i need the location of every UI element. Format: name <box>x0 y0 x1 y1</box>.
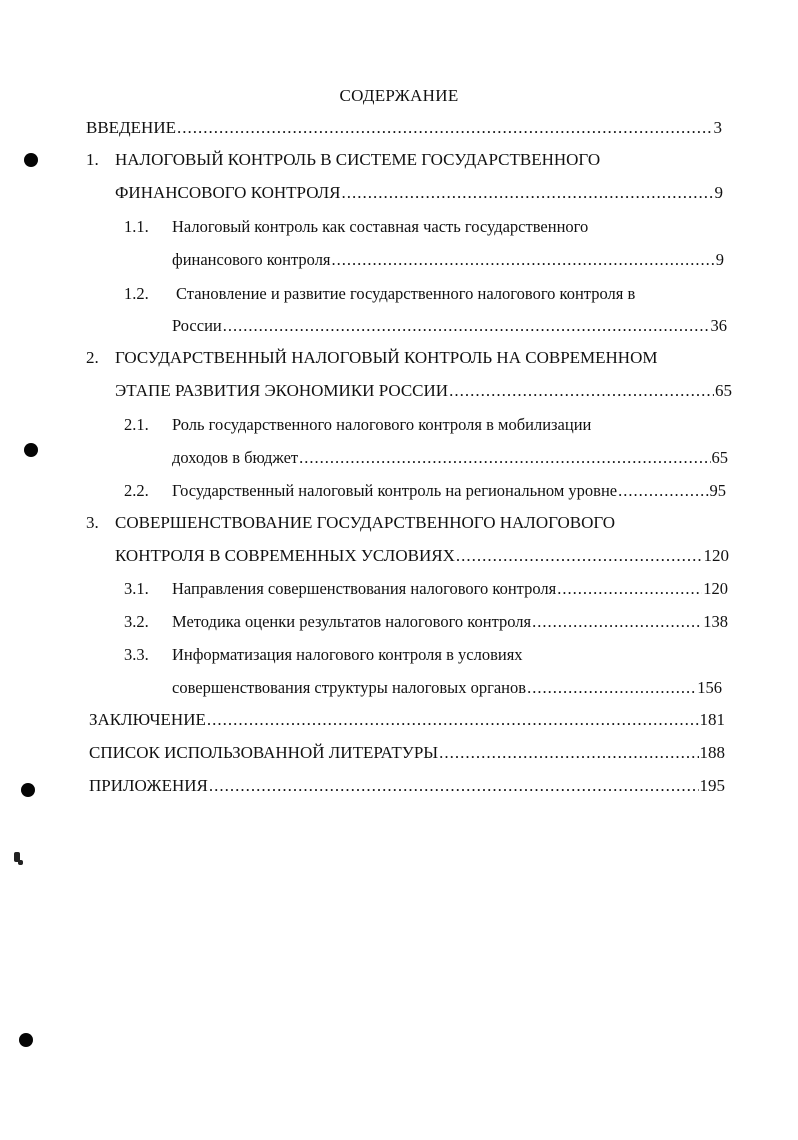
toc-entry-text: ВВЕДЕНИЕ <box>86 118 176 137</box>
toc-page-number: 3 <box>713 118 722 137</box>
toc-leader-dots <box>177 118 713 138</box>
toc-entry-text: ФИНАНСОВОГО КОНТРОЛЯ <box>115 183 341 202</box>
toc-entry-text: СОВЕРШЕНСТВОВАНИЕ ГОСУДАРСТВЕННОГО НАЛОГОВОГО <box>115 513 616 532</box>
toc-page-number: 9 <box>715 250 724 269</box>
toc-leader-dots <box>342 183 714 203</box>
toc-section-3-1 <box>124 579 728 603</box>
toc-chapter-number: 2. <box>86 348 99 367</box>
toc-leader-dots <box>527 678 696 698</box>
toc-entry-intro <box>86 118 722 142</box>
toc-page-number: 9 <box>714 183 723 202</box>
toc-section-1-2-line2 <box>172 316 727 340</box>
toc-entry-conclusion <box>89 710 725 734</box>
toc-entry-text: СПИСОК ИСПОЛЬЗОВАННОЙ ЛИТЕРАТУРЫ <box>89 743 439 762</box>
toc-leader-dots <box>532 612 702 632</box>
toc-leader-dots <box>449 381 714 401</box>
punch-hole <box>21 783 35 797</box>
toc-chapter-2-line1 <box>86 348 746 372</box>
toc-page-number: 188 <box>699 743 725 762</box>
toc-entry-text: НАЛОГОВЫЙ КОНТРОЛЬ В СИСТЕМЕ ГОСУДАРСТВЕННОГО <box>115 150 601 169</box>
toc-section-number: 2.2. <box>124 481 149 500</box>
toc-leader-dots <box>332 250 715 270</box>
toc-section-number: 3.3. <box>124 645 149 664</box>
toc-entry-references <box>89 743 725 767</box>
toc-chapter-1-line2 <box>115 183 723 207</box>
toc-page-number: 65 <box>711 448 728 467</box>
toc-page-number: 156 <box>697 678 722 697</box>
toc-section-2-2 <box>124 481 726 505</box>
toc-page-number: 138 <box>703 612 728 631</box>
toc-chapter-number: 3. <box>86 513 99 532</box>
toc-entry-text: доходов в бюджет <box>172 448 299 467</box>
toc-entry-text: Информатизация налогового контроля в условиях <box>172 645 523 664</box>
toc-leader-dots <box>223 316 710 336</box>
toc-section-number: 1.2. <box>124 284 149 303</box>
toc-entry-text: Методика оценки результатов налогового контроля <box>172 612 532 631</box>
toc-leader-dots <box>299 448 710 468</box>
punch-hole <box>24 443 38 457</box>
toc-section-3-3-line1 <box>124 645 724 669</box>
toc-section-number: 3.2. <box>124 612 149 631</box>
toc-entry-text: России <box>172 316 222 335</box>
punch-hole <box>19 1033 33 1047</box>
toc-entry-text: совершенствования структуры налоговых органов <box>172 678 527 697</box>
toc-section-2-1-line1 <box>124 415 724 439</box>
toc-entry-text: ГОСУДАРСТВЕННЫЙ НАЛОГОВЫЙ КОНТРОЛЬ НА СОВРЕМЕННОМ <box>115 348 658 367</box>
toc-section-number: 2.1. <box>124 415 149 434</box>
toc-section-1-1-line2 <box>172 250 724 274</box>
toc-entry-text: ЭТАПЕ РАЗВИТИЯ ЭКОНОМИКИ РОССИИ <box>115 381 449 400</box>
toc-page-number: 120 <box>703 546 729 565</box>
toc-chapter-3-line2 <box>115 546 729 570</box>
toc-page-number: 181 <box>699 710 725 729</box>
toc-page-number: 95 <box>709 481 726 500</box>
toc-section-1-1-line1 <box>124 217 724 241</box>
toc-entry-text: Налоговый контроль как составная часть государственного <box>172 217 589 236</box>
scan-speck <box>18 860 23 865</box>
toc-entry-text: Становление и развитие государственного налогового контроля в <box>176 284 636 303</box>
toc-entry-text: финансового контроля <box>172 250 331 269</box>
toc-entry-appendix <box>89 776 725 800</box>
toc-leader-dots <box>557 579 702 599</box>
toc-page-number: 120 <box>703 579 728 598</box>
toc-section-2-1-line2 <box>172 448 728 472</box>
toc-entry-text: КОНТРОЛЯ В СОВРЕМЕННЫХ УСЛОВИЯХ <box>115 546 455 565</box>
toc-section-number: 3.1. <box>124 579 149 598</box>
toc-page-number: 65 <box>715 381 732 400</box>
toc-leader-dots <box>209 776 699 796</box>
toc-section-1-2-line1 <box>124 284 724 308</box>
toc-entry-text: ПРИЛОЖЕНИЯ <box>89 776 208 795</box>
toc-page-number: 195 <box>699 776 725 795</box>
toc-entry-text: Государственный налоговый контроль на региональном уровне <box>172 481 618 500</box>
toc-entry-text: Направления совершенствования налогового контроля <box>172 579 557 598</box>
toc-leader-dots <box>618 481 708 501</box>
toc-section-3-3-line2 <box>172 678 722 702</box>
toc-leader-dots <box>456 546 703 566</box>
toc-section-number: 1.1. <box>124 217 149 236</box>
toc-entry-text: ЗАКЛЮЧЕНИЕ <box>89 710 206 729</box>
toc-chapter-1-line1 <box>86 150 726 174</box>
toc-chapter-3-line1 <box>86 513 706 537</box>
toc-leader-dots <box>207 710 699 730</box>
toc-chapter-number: 1. <box>86 150 99 169</box>
toc-section-3-2 <box>124 612 728 636</box>
toc-leader-dots <box>439 743 698 763</box>
toc-page-number: 36 <box>710 316 727 335</box>
toc-chapter-2-line2 <box>115 381 732 405</box>
toc-title: СОДЕРЖАНИЕ <box>339 86 459 105</box>
punch-hole <box>24 153 38 167</box>
toc-entry-text: Роль государственного налогового контроля в мобилизации <box>172 415 592 434</box>
